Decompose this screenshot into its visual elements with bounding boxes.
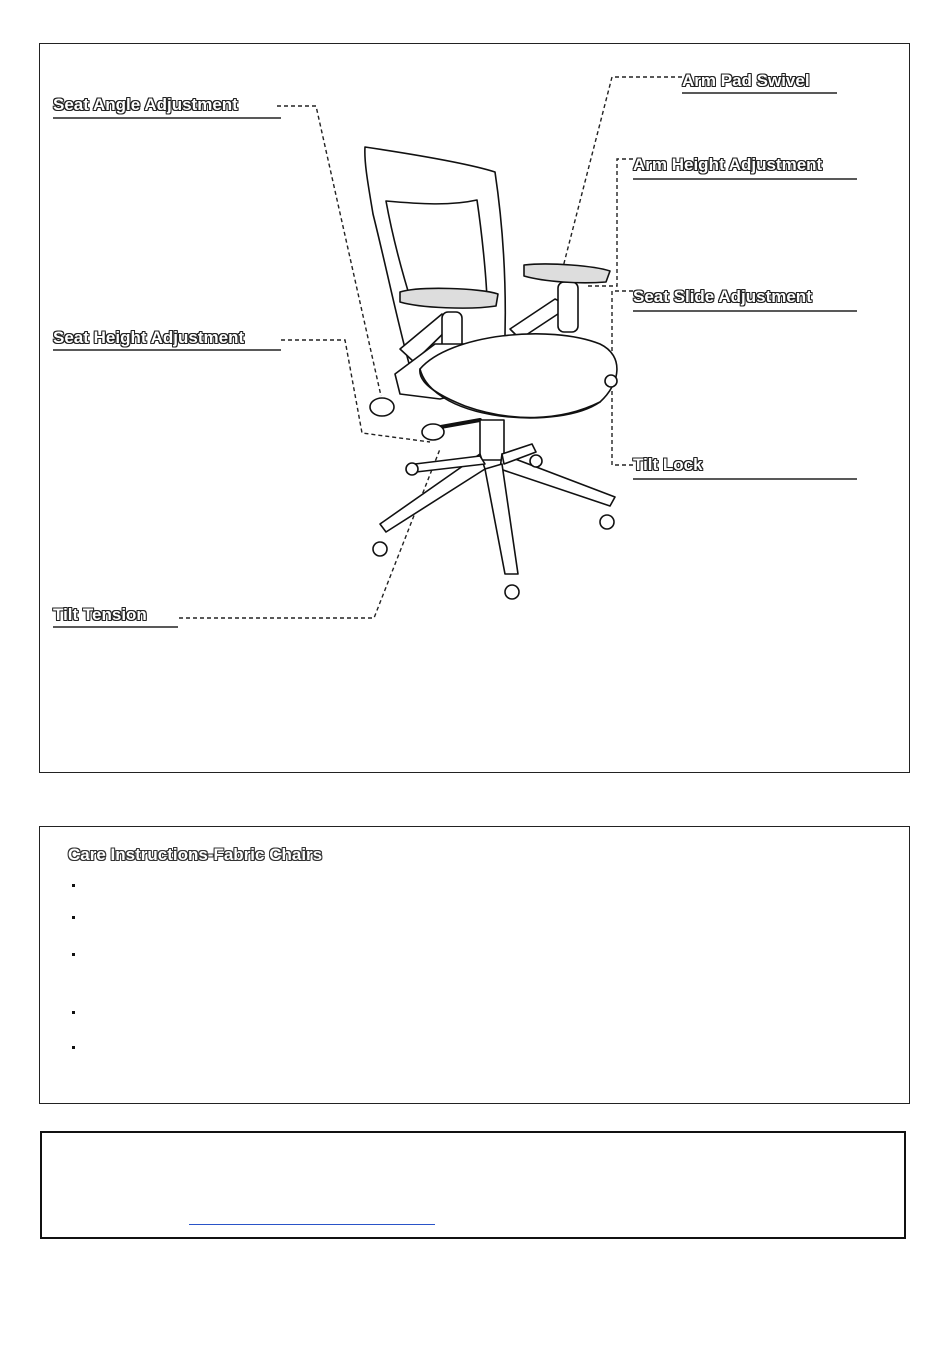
callout-seat-height: Seat Height Adjustment [53,328,245,347]
contact-panel [40,1131,906,1239]
caster-4 [406,463,418,475]
callout-arm-height: Arm Height Adjustment [633,155,823,174]
seat-angle-knob [370,398,394,416]
caster-3 [505,585,519,599]
callout-seat-slide: Seat Slide Adjustment [633,287,812,306]
callout-tilt-lock: Tilt Lock [633,455,703,474]
base-leg-2 [500,454,615,506]
care-bullet-3 [72,953,75,956]
care-bullet-4 [72,1011,75,1014]
contact-link-underline[interactable] [189,1224,435,1225]
tilt-tension-leader [179,449,440,618]
diagram-panel [39,43,910,773]
seat-slide-leader [612,291,633,356]
care-bullet-1 [72,884,75,887]
callout-tilt-tension: Tilt Tension [53,605,147,624]
care-bullet-2 [72,916,75,919]
right-arm-pad [524,264,610,283]
left-arm-pad [400,288,498,308]
gas-cylinder [480,420,504,460]
seat-slide-knob [605,375,617,387]
callout-seat-angle: Seat Angle Adjustment [53,95,238,114]
office-chair-illustration [40,44,911,774]
height-lever-knob [422,424,444,440]
caster-2 [600,515,614,529]
care-bullet-5 [72,1046,75,1049]
care-title: Care Instructions-Fabric Chairs [68,845,323,864]
tilt-lock-leader [612,389,633,465]
care-instructions-panel [39,826,910,1104]
caster-1 [373,542,387,556]
right-arm-post [558,282,578,332]
callout-arm-pad-swivel: Arm Pad Swivel [682,71,810,90]
base-leg-3 [485,464,518,574]
caster-5 [530,455,542,467]
